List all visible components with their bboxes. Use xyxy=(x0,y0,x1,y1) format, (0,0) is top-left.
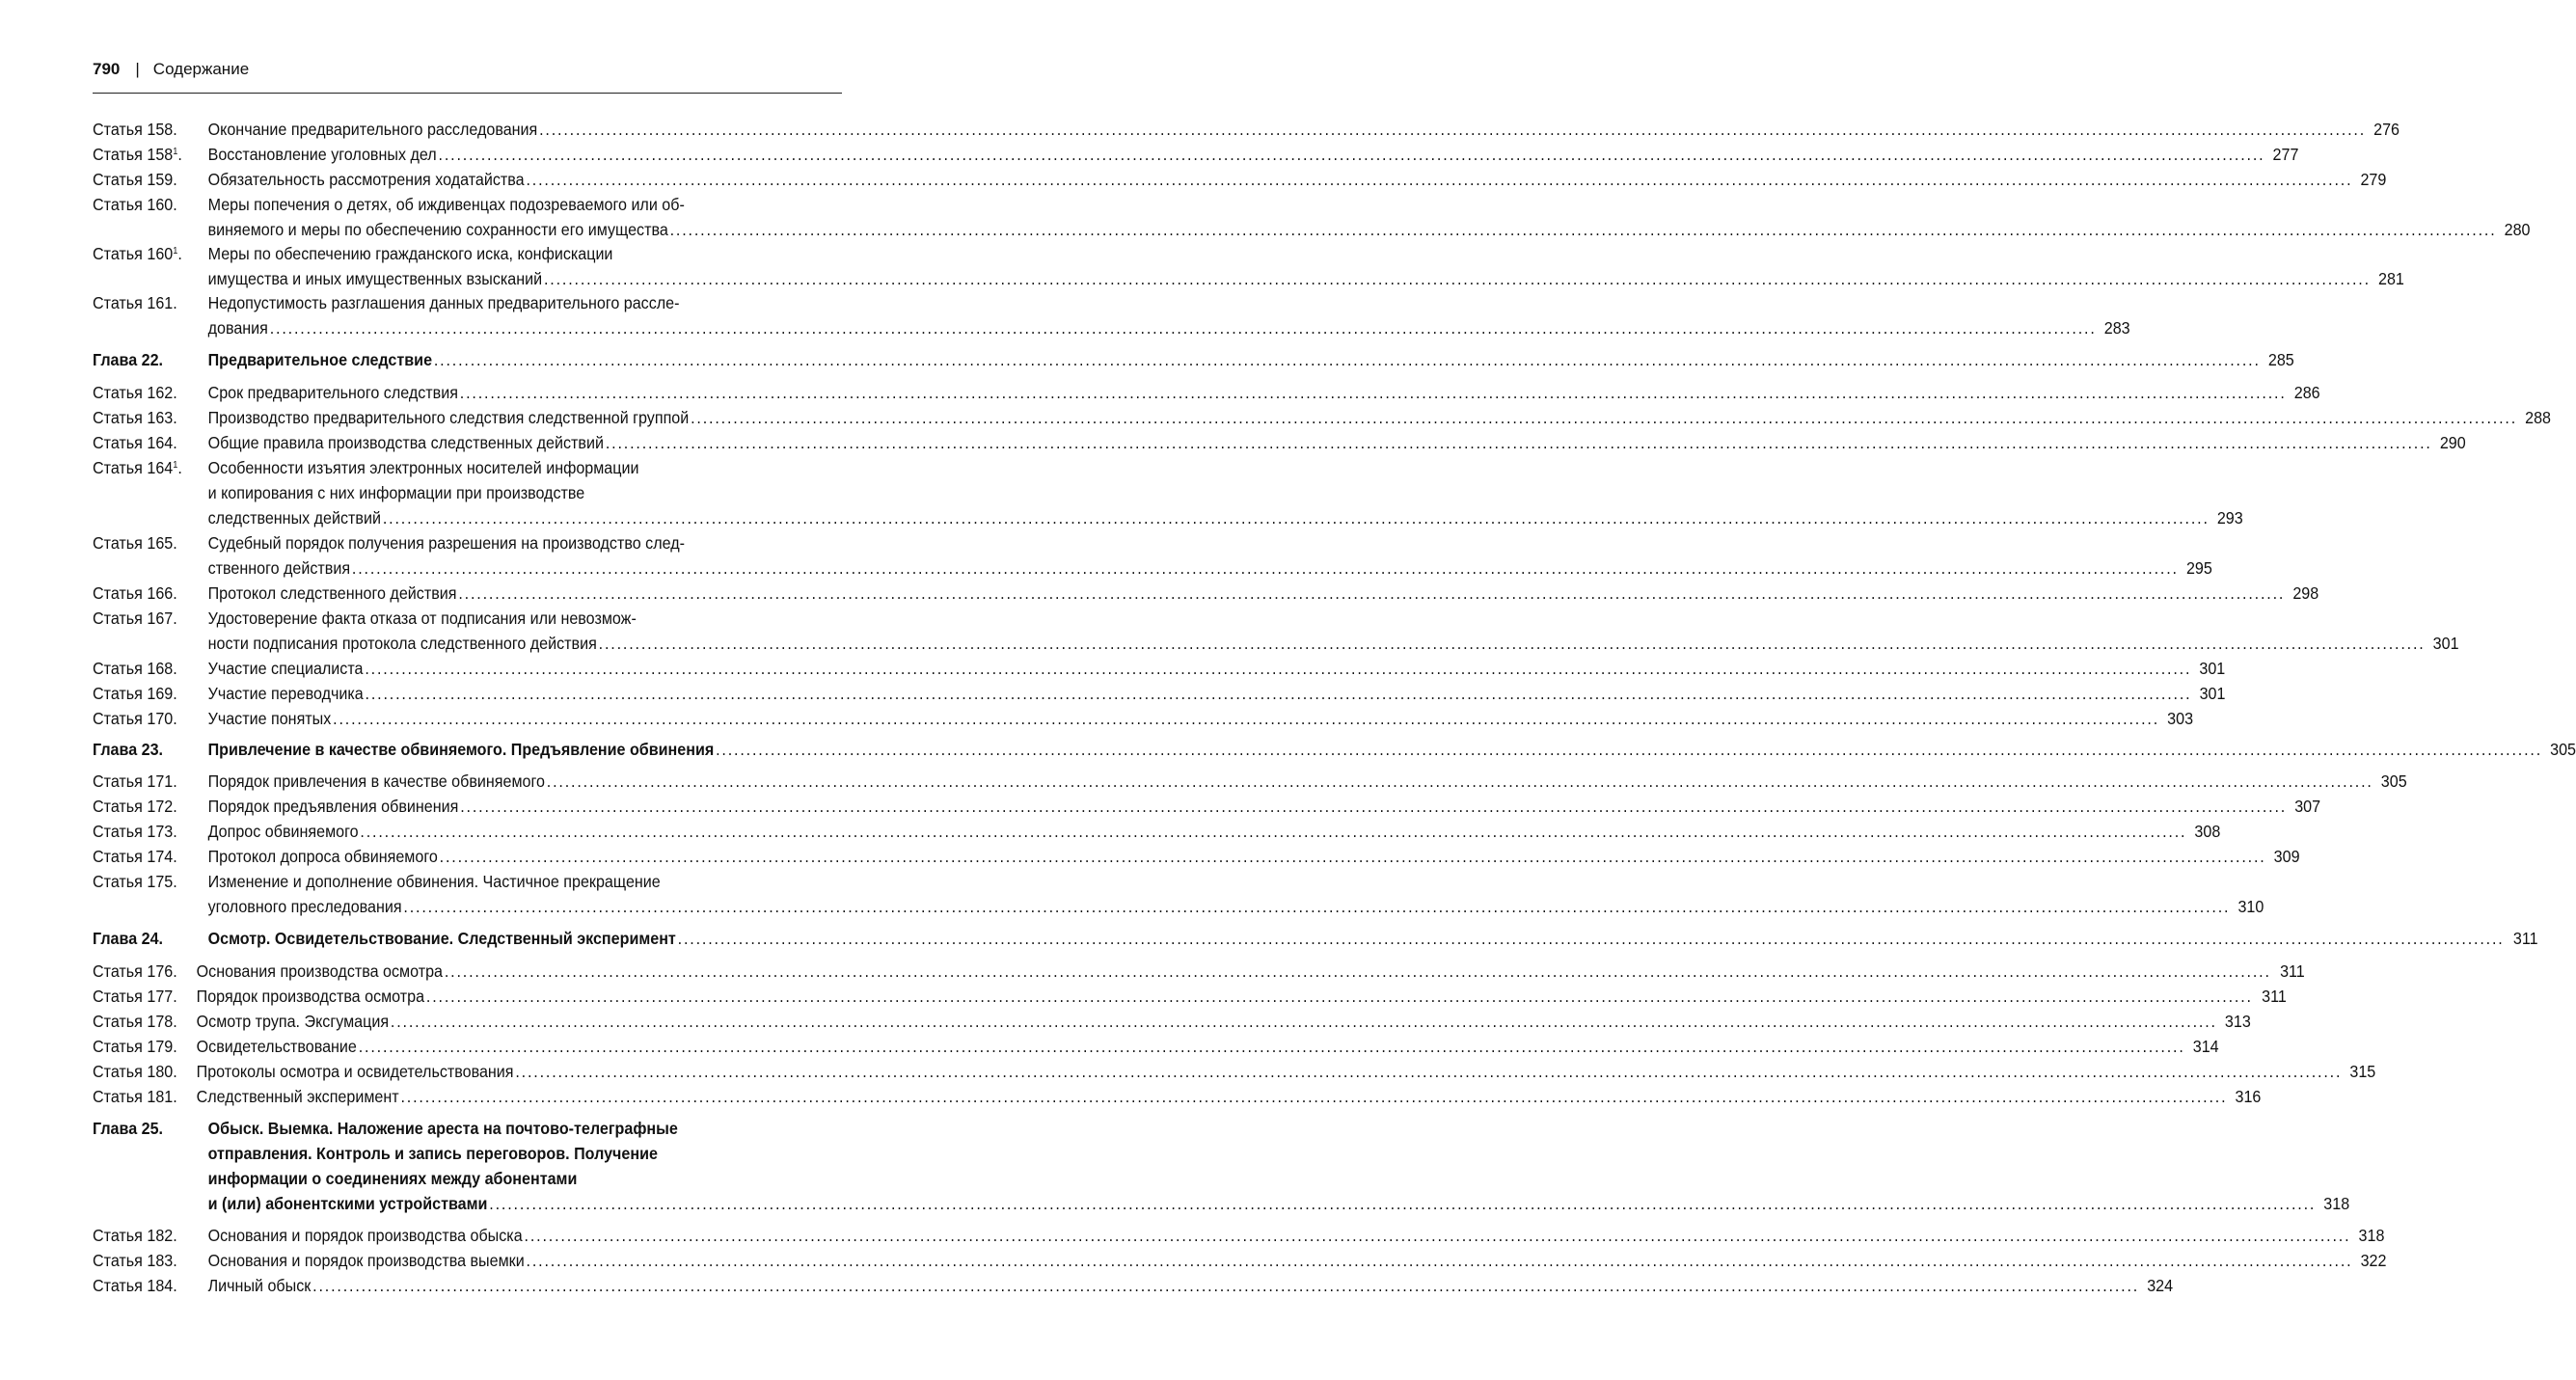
article-number: Статья 160. xyxy=(93,195,177,214)
dot-leader: ............................................................................................................................................................................................................................................................................................................ xyxy=(716,740,2543,759)
toc-page-number: 276 xyxy=(2373,120,2400,139)
article-number: Статья 181. xyxy=(93,1087,177,1106)
toc-page-number: 308 xyxy=(2194,822,2221,841)
article-number: Статья 184. xyxy=(93,1276,177,1295)
toc-article xyxy=(93,405,2551,430)
article-number: Статья 178. xyxy=(93,1012,177,1031)
chapter-number: Глава 23. xyxy=(93,740,164,759)
article-number: Статья 176. xyxy=(93,961,177,981)
toc-article xyxy=(93,656,2226,681)
toc-chapter xyxy=(93,737,2576,762)
toc-page-number: 311 xyxy=(2280,961,2305,981)
article-number: Статья 170. xyxy=(93,709,177,728)
dot-leader: ............................................................................................................................................................................................................................................................................................................ xyxy=(365,659,2192,678)
article-number: Статья 165. xyxy=(93,533,177,553)
article-title: Протоколы осмотра и освидетельствования xyxy=(196,1062,514,1081)
toc-chapter xyxy=(93,926,2538,951)
dot-leader: ............................................................................................................................................................................................................................................................................................................ xyxy=(677,929,2505,948)
dot-leader: ............................................................................................................................................................................................................................................................................................................ xyxy=(691,408,2518,427)
dot-leader: ............................................................................................................................................................................................................................................................................................................ xyxy=(365,684,2192,703)
dot-leader: ............................................................................................................................................................................................................................................................................................................ xyxy=(489,1194,2317,1213)
toc-article xyxy=(93,290,2130,340)
article-title: имущества и иных имущественных взысканий xyxy=(207,269,543,288)
toc-page-number: 301 xyxy=(2199,659,2226,678)
dot-leader: ............................................................................................................................................................................................................................................................................................................ xyxy=(669,220,2497,239)
article-number: Статья 166. xyxy=(93,583,177,603)
chapter-title: Предварительное следствие xyxy=(207,350,433,369)
dot-leader: ............................................................................................................................................................................................................................................................................................................ xyxy=(526,1251,2353,1270)
toc-article xyxy=(93,606,2459,656)
article-number-text: Статья 164 xyxy=(93,458,174,477)
article-number-dot: . xyxy=(177,458,182,477)
toc-article xyxy=(93,430,2466,455)
article-number: Статья 182. xyxy=(93,1226,177,1245)
toc-page-number: 322 xyxy=(2360,1251,2387,1270)
toc-page-number: 315 xyxy=(2349,1062,2376,1081)
article-title: Производство предварительного следствия следственной группой xyxy=(207,408,690,427)
chapter-title: Привлечение в качестве обвиняемого. Предъявление обвинения xyxy=(207,740,715,759)
article-title: Порядок предъявления обвинения xyxy=(207,797,459,816)
article-number: Статья 164. xyxy=(93,433,177,452)
article-number: Статья 171. xyxy=(93,771,177,791)
toc-article xyxy=(93,1034,2219,1059)
dot-leader: ............................................................................................................................................................................................................................................................................................................ xyxy=(546,771,2373,791)
toc-article xyxy=(93,1059,2376,1084)
article-number-superscript: 1 xyxy=(173,460,178,471)
chapter-number: Глава 25. xyxy=(93,1119,164,1138)
article-title: Восстановление уголовных дел xyxy=(207,145,437,164)
article-title: Основания и порядок производства выемки xyxy=(207,1251,525,1270)
chapter-title: Осмотр. Освидетельствование. Следственный эксперимент xyxy=(207,929,676,948)
toc-article xyxy=(93,769,2407,794)
toc-article xyxy=(93,1009,2251,1034)
toc-page-number: 316 xyxy=(2235,1087,2262,1106)
article-title: Протокол следственного действия xyxy=(207,583,457,603)
toc-article xyxy=(93,241,2404,291)
article-number-superscript: 1 xyxy=(173,147,178,157)
article-title: Личный обыск xyxy=(207,1276,312,1295)
article-title: Основания и порядок производства обыска xyxy=(207,1226,523,1245)
article-title: Порядок привлечения в качестве обвиняемого xyxy=(207,771,545,791)
toc-chapter xyxy=(93,347,2294,372)
toc-page-number: 311 xyxy=(2512,929,2538,948)
toc-page-number: 313 xyxy=(2224,1012,2251,1031)
toc-article xyxy=(93,530,2212,581)
article-number: Статья 177. xyxy=(93,987,177,1006)
toc-article xyxy=(93,380,2320,405)
article-number: Статья 168. xyxy=(93,659,177,678)
toc-page-number: 286 xyxy=(2293,383,2320,402)
dot-leader: ............................................................................................................................................................................................................................................................................................................ xyxy=(390,1012,2217,1031)
toc-page-number: 295 xyxy=(2185,558,2212,578)
toc-page-number: 318 xyxy=(2323,1194,2350,1213)
article-number: Статья 172. xyxy=(93,797,177,816)
article-title: Изменение и дополнение обвинения. Частичное прекращение xyxy=(207,872,661,891)
article-number xyxy=(93,455,208,480)
chapter-number: Глава 22. xyxy=(93,350,164,369)
article-title: Осмотр трупа. Эксгумация xyxy=(196,1012,390,1031)
toc-page-number: 324 xyxy=(2147,1276,2174,1295)
article-number-dot: . xyxy=(177,244,182,263)
chapter-title: информации о соединениях между абонентами xyxy=(207,1169,578,1188)
toc-page-number: 307 xyxy=(2294,797,2321,816)
article-title: дования xyxy=(207,318,268,338)
article-title: Освидетельствование xyxy=(196,1037,357,1056)
article-number: Статья 167. xyxy=(93,609,177,628)
article-number: Статья 159. xyxy=(93,170,177,189)
toc-article xyxy=(93,1273,2174,1298)
dot-leader: ............................................................................................................................................................................................................................................................................................................ xyxy=(425,987,2253,1006)
article-number: Статья 179. xyxy=(93,1037,177,1056)
article-title: Меры по обеспечению гражданского иска, конфискации xyxy=(207,244,613,263)
chapter-title: Обыск. Выемка. Наложение ареста на почтово-телеграфные xyxy=(207,1119,678,1138)
chapter-title: отправления. Контроль и запись переговоров. Получение xyxy=(207,1144,658,1163)
toc-article xyxy=(93,167,2387,192)
article-title: Протокол допроса обвиняемого xyxy=(207,847,438,866)
running-title: Содержание xyxy=(152,60,250,78)
article-number: Статья 173. xyxy=(93,822,177,841)
dot-leader: ............................................................................................................................................................................................................................................................................................................ xyxy=(598,634,2426,653)
article-title: Участие специалиста xyxy=(207,659,364,678)
dot-leader: ............................................................................................................................................................................................................................................................................................................ xyxy=(543,269,2371,288)
article-number: Статья 175. xyxy=(93,872,177,891)
toc-chapter xyxy=(93,1116,2350,1216)
dot-leader: ............................................................................................................................................................................................................................................................................................................ xyxy=(269,318,2097,338)
article-number-text: Статья 158 xyxy=(93,145,174,164)
article-number: Статья 169. xyxy=(93,684,177,703)
toc-page-number: 311 xyxy=(2262,987,2287,1006)
article-title: уголовного преследования xyxy=(207,897,402,916)
dot-leader: ............................................................................................................................................................................................................................................................................................................ xyxy=(333,709,2160,728)
article-title: Удостоверение факта отказа от подписания или невозмож- xyxy=(207,609,637,628)
dot-leader: ............................................................................................................................................................................................................................................................................................................ xyxy=(459,383,2287,402)
dot-leader: ............................................................................................................................................................................................................................................................................................................ xyxy=(444,961,2271,981)
toc-page-number: 281 xyxy=(2378,269,2404,288)
article-title: Меры попечения о детях, об иждивенцах подозреваемого или об- xyxy=(207,195,685,214)
dot-leader: ............................................................................................................................................................................................................................................................................................................ xyxy=(360,822,2187,841)
toc-page-number: 293 xyxy=(2216,508,2243,528)
article-title: Порядок производства осмотра xyxy=(196,987,425,1006)
dot-leader: ............................................................................................................................................................................................................................................................................................................ xyxy=(515,1062,2343,1081)
article-number: Статья 180. xyxy=(93,1062,177,1081)
toc-article xyxy=(93,1084,2262,1109)
toc-page-number: 277 xyxy=(2272,145,2299,164)
article-title: следственных действий xyxy=(207,508,381,528)
article-title: Основания производства осмотра xyxy=(196,961,444,981)
article-number: Статья 162. xyxy=(93,383,177,402)
article-title: Особенности изъятия электронных носителей информации xyxy=(207,458,639,477)
dot-leader: ............................................................................................................................................................................................................................................................................................................ xyxy=(458,583,2286,603)
article-title: и копирования с них информации при производстве xyxy=(207,483,585,502)
dot-leader: ............................................................................................................................................................................................................................................................................................................ xyxy=(433,350,2261,369)
dot-leader: ............................................................................................................................................................................................................................................................................................................ xyxy=(439,847,2266,866)
article-title: Участие понятых xyxy=(207,709,332,728)
dot-leader: ............................................................................................................................................................................................................................................................................................................ xyxy=(605,433,2432,452)
article-title: ственного действия xyxy=(207,558,351,578)
article-title: Обязательность рассмотрения ходатайства xyxy=(207,170,525,189)
toc-article xyxy=(93,844,2300,869)
article-title: виняемого и меры по обеспечению сохранности его имущества xyxy=(207,220,668,239)
toc-page-number: 290 xyxy=(2439,433,2466,452)
toc-article xyxy=(93,142,2299,167)
dot-leader: ............................................................................................................................................................................................................................................................................................................ xyxy=(438,145,2265,164)
toc-article xyxy=(93,959,2305,984)
toc-article xyxy=(93,455,2243,530)
toc-article xyxy=(93,1223,2385,1248)
article-number: Статья 158. xyxy=(93,120,177,139)
dot-leader: ............................................................................................................................................................................................................................................................................................................ xyxy=(403,897,2231,916)
dot-leader: ............................................................................................................................................................................................................................................................................................................ xyxy=(539,120,2367,139)
toc-article xyxy=(93,984,2287,1009)
toc-page-number: 310 xyxy=(2237,897,2264,916)
toc-page-number: 301 xyxy=(2432,634,2459,653)
toc-page-number: 309 xyxy=(2273,847,2300,866)
toc-page-number: 303 xyxy=(2167,709,2194,728)
toc-article xyxy=(93,117,2400,142)
toc-page-number: 280 xyxy=(2504,220,2531,239)
article-number: Статья 161. xyxy=(93,293,177,312)
article-number-superscript: 1 xyxy=(173,246,178,257)
toc-article xyxy=(93,192,2531,242)
toc-page-number: 283 xyxy=(2103,318,2130,338)
toc-page-number: 279 xyxy=(2360,170,2387,189)
toc-page-number: 318 xyxy=(2358,1226,2385,1245)
toc-article xyxy=(93,1248,2387,1273)
dot-leader: ............................................................................................................................................................................................................................................................................................................ xyxy=(460,797,2288,816)
article-title: Следственный эксперимент xyxy=(196,1087,399,1106)
toc-article xyxy=(93,706,2194,731)
dot-leader: ............................................................................................................................................................................................................................................................................................................ xyxy=(526,170,2353,189)
chapter-title: и (или) абонентскими устройствами xyxy=(207,1194,488,1213)
article-title: Окончание предварительного расследования xyxy=(207,120,538,139)
page-number: 790 xyxy=(93,60,121,78)
article-title: Срок предварительного следствия xyxy=(207,383,458,402)
article-title: Судебный порядок получения разрешения на производство след- xyxy=(207,533,685,553)
dot-leader: ............................................................................................................................................................................................................................................................................................................ xyxy=(312,1276,2140,1295)
toc-page-number: 301 xyxy=(2199,684,2226,703)
toc-page-number: 305 xyxy=(2380,771,2407,791)
dot-leader: ............................................................................................................................................................................................................................................................................................................ xyxy=(400,1087,2228,1106)
article-number xyxy=(93,142,208,167)
toc-page-number: 314 xyxy=(2192,1037,2219,1056)
toc-article xyxy=(93,681,2226,706)
article-number: Статья 183. xyxy=(93,1251,177,1270)
article-title: ности подписания протокола следственного действия xyxy=(207,634,597,653)
article-number-dot: . xyxy=(177,145,182,164)
chapter-number: Глава 24. xyxy=(93,929,164,948)
article-title: Недопустимость разглашения данных предварительного рассле- xyxy=(207,293,680,312)
dot-leader: ............................................................................................................................................................................................................................................................................................................ xyxy=(524,1226,2351,1245)
dot-leader: ............................................................................................................................................................................................................................................................................................................ xyxy=(358,1037,2185,1056)
toc-article xyxy=(93,581,2319,606)
toc-page-number: 288 xyxy=(2525,408,2551,427)
article-number-text: Статья 160 xyxy=(93,244,174,263)
article-title: Участие переводчика xyxy=(207,684,364,703)
toc-page-number: 298 xyxy=(2292,583,2319,603)
article-title: Общие правила производства следственных действий xyxy=(207,433,604,452)
article-title: Допрос обвиняемого xyxy=(207,822,359,841)
header-separator: | xyxy=(135,60,140,78)
dot-leader: ............................................................................................................................................................................................................................................................................................................ xyxy=(382,508,2210,528)
toc-article xyxy=(93,794,2321,819)
article-number xyxy=(93,241,208,266)
dot-leader: ............................................................................................................................................................................................................................................................................................................ xyxy=(351,558,2179,578)
toc-article xyxy=(93,869,2264,919)
toc-page-number: 305 xyxy=(2550,740,2576,759)
toc-article xyxy=(93,819,2221,844)
article-number: Статья 174. xyxy=(93,847,177,866)
toc-page-number: 285 xyxy=(2267,350,2294,369)
article-number: Статья 163. xyxy=(93,408,177,427)
